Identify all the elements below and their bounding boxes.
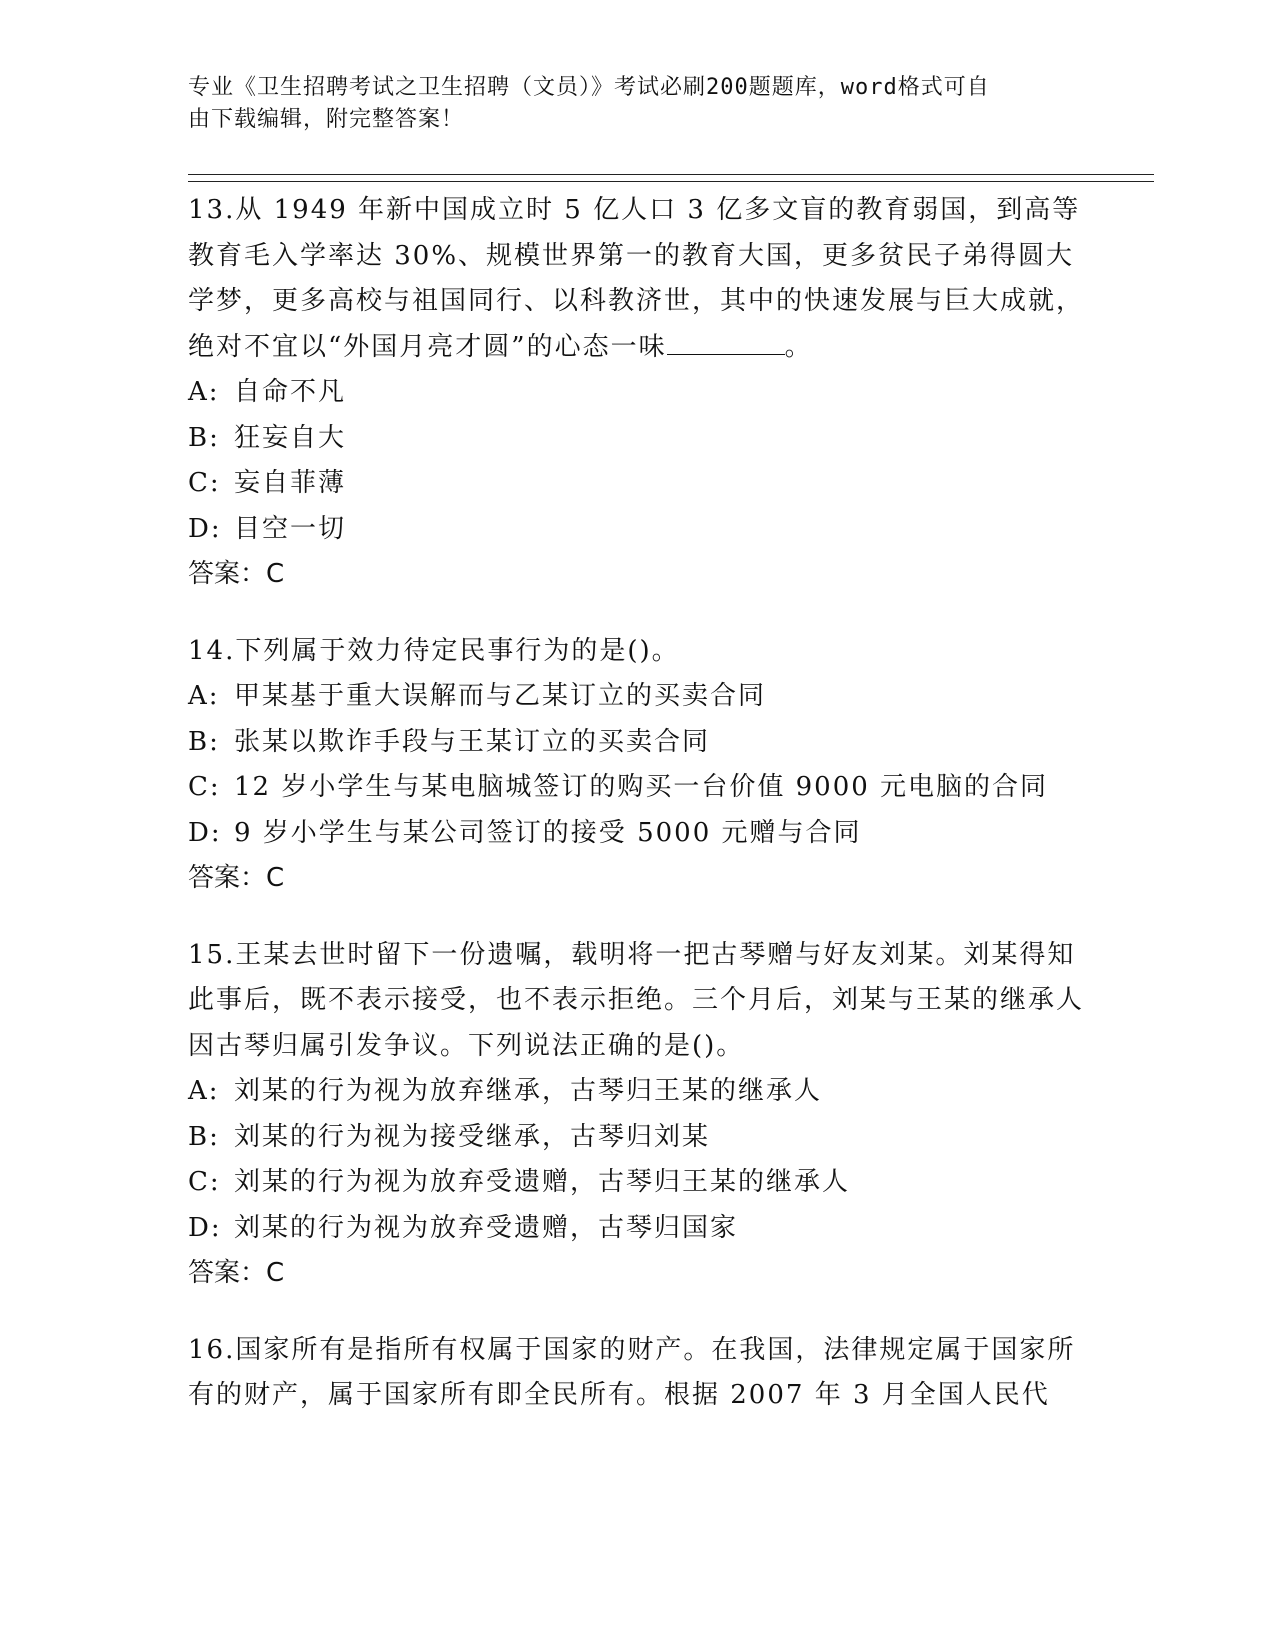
question-stem-text: 13.从 1949 年新中国成立时 5 亿人口 3 亿多文盲的教育弱国，到高等教育毛入学率达 30%、规模世界第一的教育大国，更多贫民子弟得圆大学梦，更多高校与祖国同行、以科教济世，其中的快速发展与巨大成就，绝对不宜以“外国月亮才圆”的心态一味 <box>188 195 1085 362</box>
option-text: 12 岁小学生与某电脑城签订的购买一台价值 9000 元电脑的合同 <box>234 772 1049 802</box>
header-line-1: 专业《卫生招聘考试之卫生招聘（文员）》考试必刷200题题库，word格式可自 <box>188 75 990 100</box>
option-a <box>188 1069 1088 1115</box>
option-letter: C: <box>188 1167 221 1197</box>
question-stem-end: 。 <box>784 331 813 362</box>
answer-line: 答案：C <box>188 1258 285 1288</box>
option-d <box>188 507 1088 553</box>
option-b <box>188 720 1088 766</box>
option-d <box>188 811 1088 857</box>
option-text: 张某以欺诈手段与王某订立的买卖合同 <box>234 726 711 757</box>
option-c <box>188 1160 1088 1206</box>
option-b <box>188 1115 1088 1161</box>
option-a <box>188 674 1088 720</box>
option-text: 狂妄自大 <box>234 422 347 453</box>
option-letter: C: <box>188 772 221 802</box>
option-text: 刘某的行为视为放弃继承，古琴归王某的继承人 <box>234 1076 823 1106</box>
fill-blank <box>667 332 785 355</box>
option-letter: A: <box>188 377 220 407</box>
question-stem: 16.国家所有是指所有权属于国家的财产。在我国，法律规定属于国家所有的财产，属于国家所有即全民所有。根据 2007 年 3 月全国人民代 <box>188 1334 1076 1410</box>
question-list <box>188 188 1088 1450</box>
option-text: 刘某的行为视为接受继承，古琴归刘某 <box>234 1121 711 1152</box>
header-divider-top <box>188 174 1154 175</box>
option-letter: B: <box>188 726 220 757</box>
option-text: 刘某的行为视为放弃受遗赠，古琴归国家 <box>234 1212 739 1243</box>
question-14 <box>188 629 1088 902</box>
option-text: 刘某的行为视为放弃受遗赠，古琴归王某的继承人 <box>234 1167 851 1197</box>
option-text: 自命不凡 <box>234 377 347 407</box>
option-c <box>188 765 1088 811</box>
option-text: 目空一切 <box>234 513 347 544</box>
option-text: 9 岁小学生与某公司签订的接受 5000 元赠与合同 <box>234 817 862 848</box>
answer-line: 答案：C <box>188 863 285 893</box>
option-letter: D: <box>188 513 222 544</box>
option-letter: A: <box>188 1076 220 1106</box>
question-13 <box>188 188 1088 598</box>
option-letter: B: <box>188 1121 220 1152</box>
header-line-2: 由下载编辑，附完整答案！ <box>188 107 465 132</box>
option-letter: C: <box>188 468 221 498</box>
question-stem: 15.王某去世时留下一份遗嘱，载明将一把古琴赠与好友刘某。刘某得知此事后，既不表示接受，也不表示拒绝。三个月后，刘某与王某的继承人因古琴归属引发争议。下列说法正确的是()。 <box>188 939 1085 1061</box>
option-a <box>188 370 1088 416</box>
option-text: 甲某基于重大误解而与乙某订立的买卖合同 <box>234 681 767 711</box>
question-stem <box>188 188 1088 370</box>
answer-line: 答案：C <box>188 559 285 589</box>
option-letter: D: <box>188 1212 222 1243</box>
option-text: 妄自菲薄 <box>234 468 347 498</box>
option-letter: A: <box>188 681 220 711</box>
question-stem: 14.下列属于效力待定民事行为的是()。 <box>188 635 680 666</box>
option-letter: D: <box>188 817 222 848</box>
document-header <box>188 72 1078 136</box>
option-letter: B: <box>188 422 220 453</box>
option-c <box>188 461 1088 507</box>
option-b <box>188 416 1088 462</box>
question-15 <box>188 933 1088 1297</box>
option-d <box>188 1206 1088 1252</box>
header-divider-bottom <box>188 181 1154 182</box>
question-16 <box>188 1328 1088 1419</box>
